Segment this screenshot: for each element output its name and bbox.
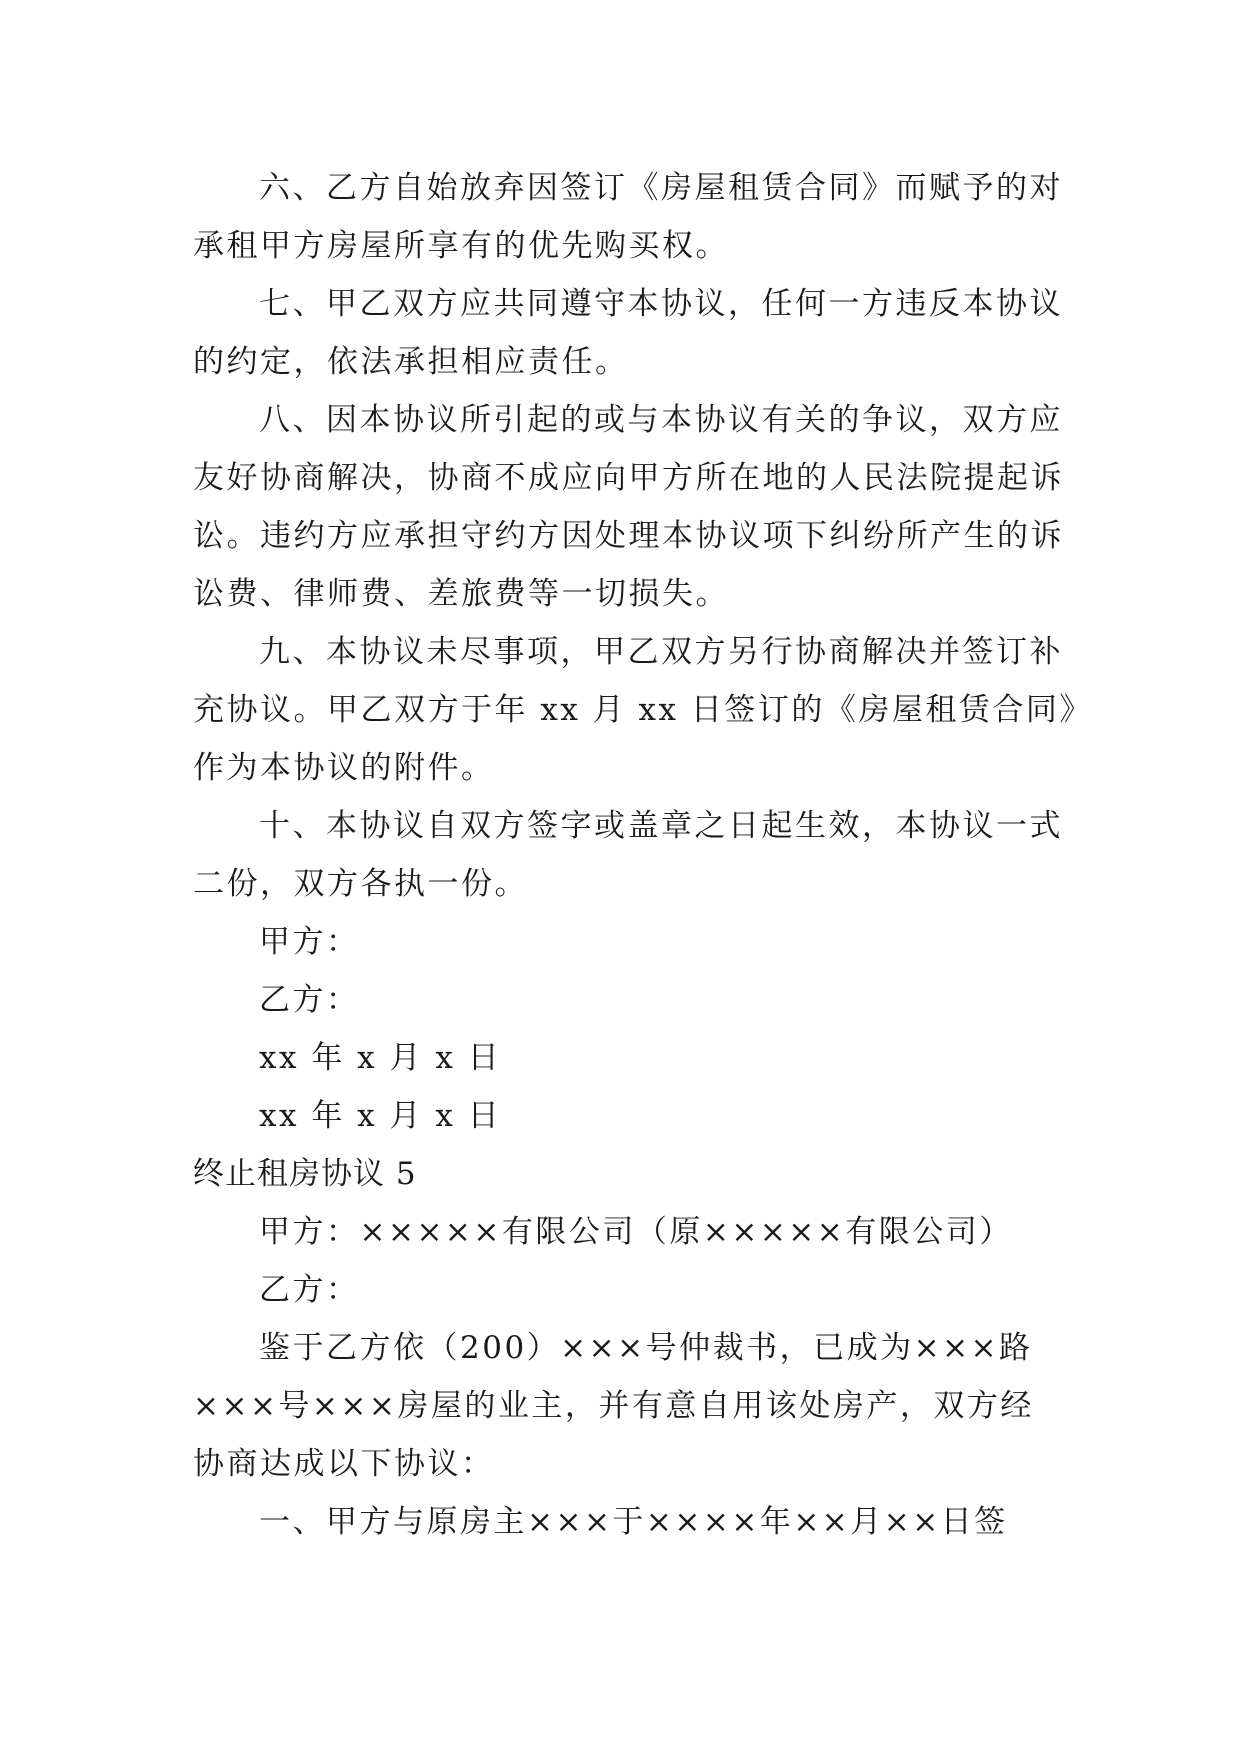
section-5-intro — [193, 1319, 1053, 1493]
clause-9-line-3: 作为本协议的附件。 — [193, 750, 495, 786]
section-5-item-1 — [193, 1493, 1053, 1551]
clause-10 — [193, 797, 1063, 913]
section-5-party-b: 乙方： — [259, 1272, 360, 1308]
signature-date-2: xx 年 x 月 x 日 — [259, 1098, 502, 1134]
clause-7 — [193, 275, 1063, 391]
signature-party-b: 乙方： — [259, 982, 360, 1018]
clause-10-line-2: 二份，双方各执一份。 — [193, 866, 528, 902]
section-5-intro-line-1: 鉴于乙方依（200）×××号仲裁书，已成为×××路 — [259, 1330, 1033, 1366]
signature-date-1: xx 年 x 月 x 日 — [259, 1040, 502, 1076]
clause-8-line-1: 八、因本协议所引起的或与本协议有关的争议，双方应 — [259, 402, 1063, 438]
clause-7-line-1: 七、甲乙双方应共同遵守本协议，任何一方违反本协议 — [259, 286, 1063, 322]
clause-8 — [193, 391, 1064, 623]
clause-9-line-2: 充协议。甲乙双方于年 xx 月 xx 日签订的《房屋租赁合同》 — [193, 692, 1093, 728]
clause-8-line-2: 友好协商解决，协商不成应向甲方所在地的人民法院提起诉 — [193, 460, 1064, 496]
clause-10-line-1: 十、本协议自双方签字或盖章之日起生效，本协议一式 — [259, 808, 1063, 844]
clause-8-line-3: 讼。违约方应承担守约方因处理本协议项下纠纷所产生的诉 — [193, 518, 1064, 554]
section-5-intro-line-3: 协商达成以下协议： — [193, 1446, 495, 1482]
clause-9 — [193, 623, 1093, 797]
clause-6-line-1: 六、乙方自始放弃因签订《房屋租赁合同》而赋予的对 — [259, 170, 1063, 206]
document-body — [193, 159, 1093, 1551]
section-5-item-1-line-1: 一、甲方与原房主×××于××××年××月××日签 — [259, 1504, 1008, 1540]
clause-6 — [193, 159, 1063, 275]
section-5-intro-line-2: ×××号×××房屋的业主，并有意自用该处房产，双方经 — [193, 1388, 1034, 1424]
section-5-party-a: 甲方：×××××有限公司（原×××××有限公司） — [259, 1214, 1013, 1250]
clause-8-line-4: 讼费、律师费、差旅费等一切损失。 — [193, 576, 729, 612]
clause-9-line-1: 九、本协议未尽事项，甲乙双方另行协商解决并签订补 — [259, 634, 1063, 670]
section-title: 终止租房协议 5 — [193, 1156, 417, 1192]
clause-6-line-2: 承租甲方房屋所享有的优先购买权。 — [193, 228, 729, 264]
signature-party-a: 甲方： — [259, 924, 360, 960]
clause-7-line-2: 的约定，依法承担相应责任。 — [193, 344, 629, 380]
